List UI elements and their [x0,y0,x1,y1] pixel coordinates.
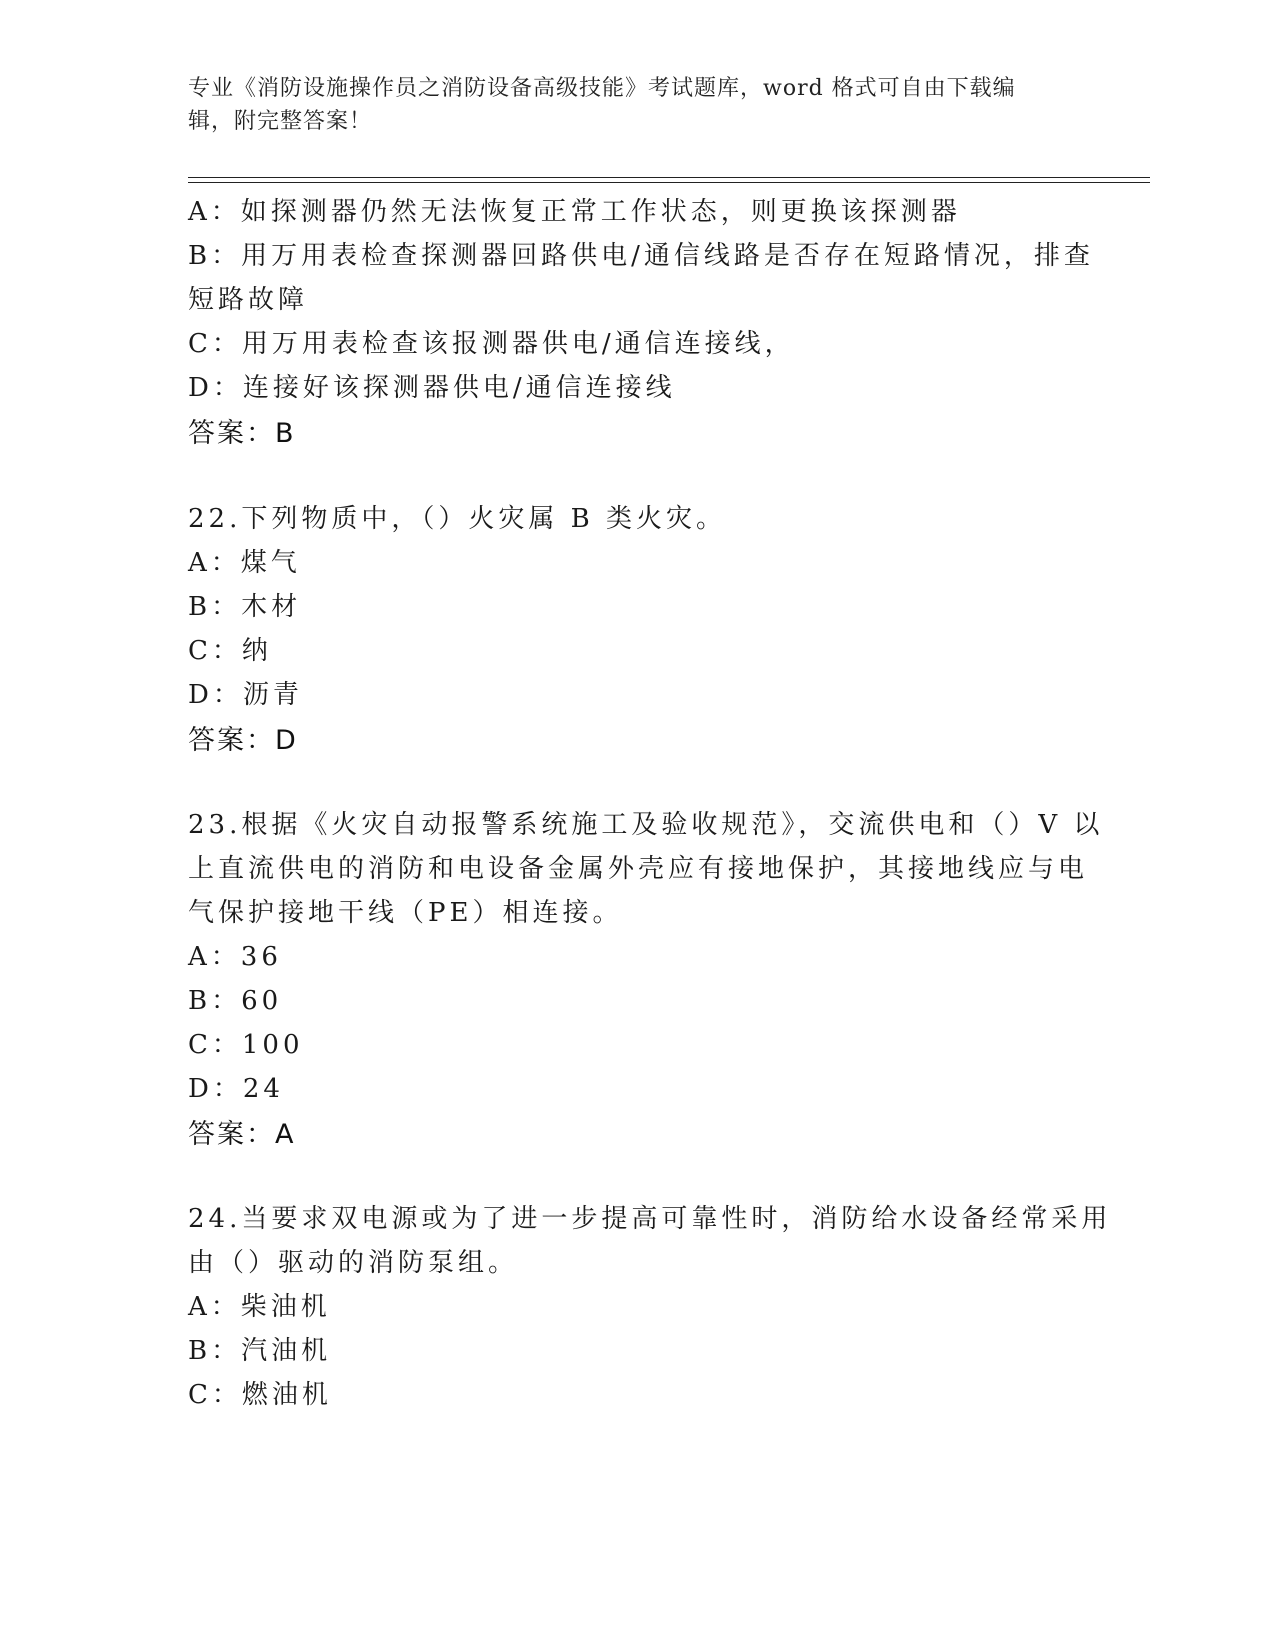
prev-option-b-line-1: B：用万用表检查探测器回路供电/通信线路是否存在短路情况，排查 [188,241,1094,271]
q22-answer: 答案：D [188,725,298,756]
q22-option-c: C：纳 [188,636,272,666]
prev-option-b-line-2: 短路故障 [188,285,309,315]
prev-option-a: A：如探测器仍然无法恢复正常工作状态，则更换该探测器 [188,197,961,227]
header-divider-top [188,177,1150,178]
q24-stem-line-2: 由（）驱动的消防泵组。 [188,1248,519,1278]
prev-answer: 答案：B [188,418,296,449]
q22-stem: 22.下列物质中，（）火灾属 B 类火灾。 [188,504,726,534]
q23-stem-line-3: 气保护接地干线（PE）相连接。 [188,898,623,928]
q24-option-b: B：汽油机 [188,1336,332,1366]
prev-option-d: D：连接好该探测器供电/通信连接线 [188,373,676,403]
q23-option-a: A：36 [188,942,282,972]
document-header [188,72,1068,138]
q23-stem-line-1: 23.根据《火灾自动报警系统施工及验收规范》，交流供电和（）V 以 [188,810,1104,840]
q22-option-b: B：木材 [188,592,302,622]
q23-option-b: B：60 [188,986,283,1016]
q24-stem-line-1: 24.当要求双电源或为了进一步提高可靠性时，消防给水设备经常采用 [188,1204,1112,1234]
q23-option-d: D：24 [188,1074,284,1104]
q22-option-d: D：沥青 [188,680,303,710]
q23-stem-line-2: 上直流供电的消防和电设备金属外壳应有接地保护，其接地线应与电 [188,854,1089,884]
header-divider-bottom [188,182,1150,183]
q22-option-a: A：煤气 [188,548,301,578]
q24-option-a: A：柴油机 [188,1292,331,1322]
prev-option-c: C：用万用表检查该报测器供电/通信连接线， [188,329,795,359]
q24-option-c: C：燃油机 [188,1380,332,1410]
header-line-2: 辑，附完整答案！ [188,109,373,134]
q23-answer: 答案：A [188,1119,296,1150]
header-line-1: 专业《消防设施操作员之消防设备高级技能》考试题库，word 格式可自由下载编 [188,76,1016,101]
q23-option-c: C：100 [188,1030,304,1060]
